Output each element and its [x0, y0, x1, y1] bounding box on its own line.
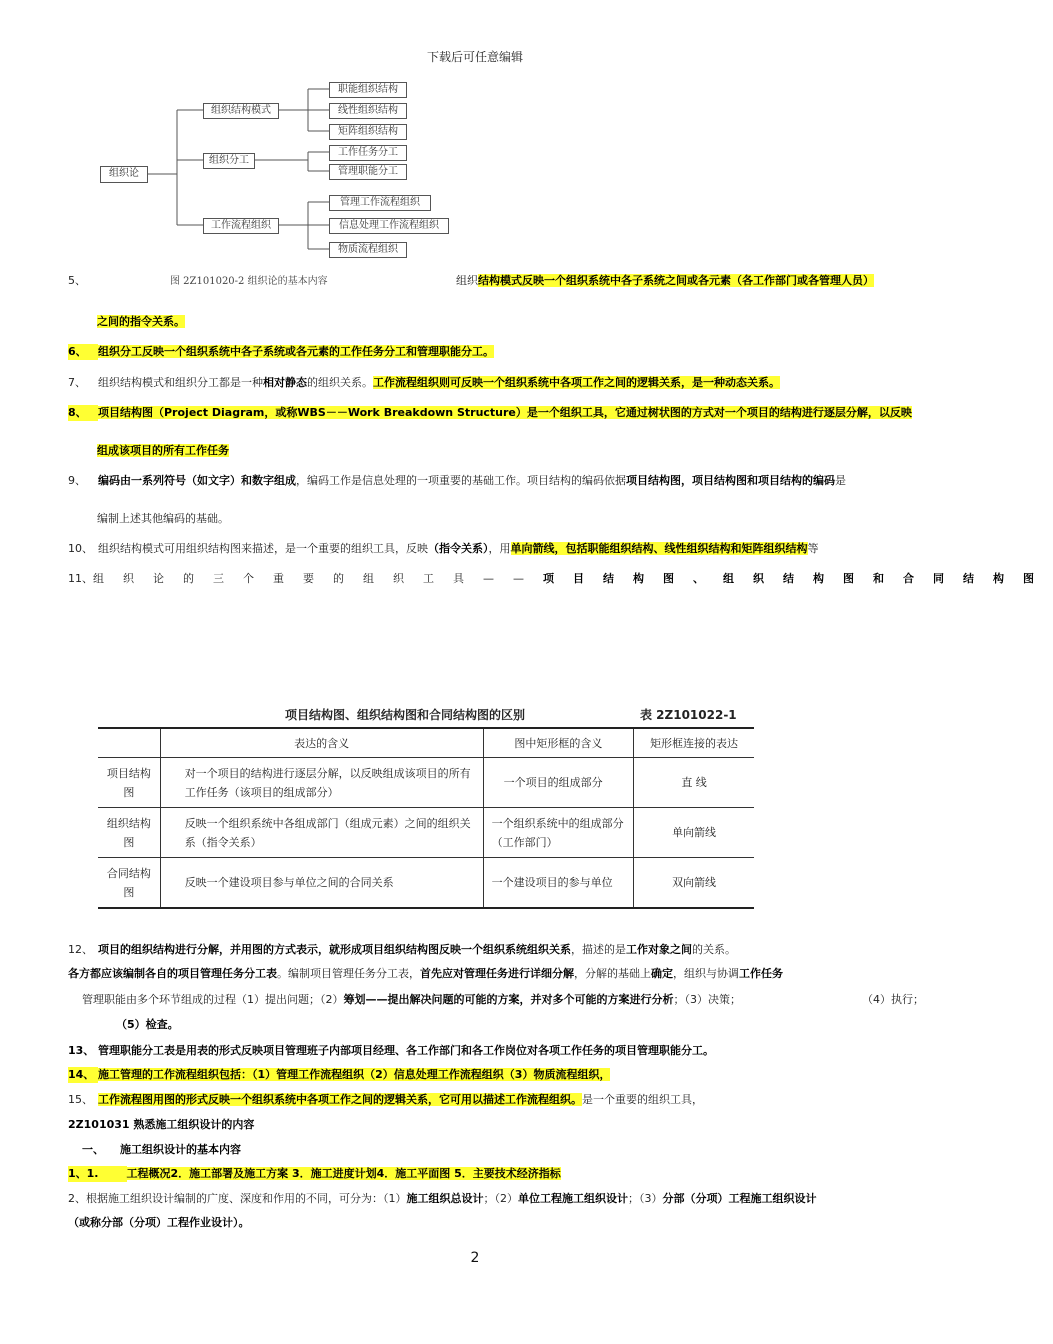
text-run: 的关系。	[692, 943, 736, 956]
item-number: 14、	[68, 1067, 98, 1083]
table-title: 项目结构图、组织结构图和合同结构图的区别	[285, 708, 526, 722]
diagram-leaf: 工作任务分工	[329, 145, 407, 161]
subsection-title: 施工组织设计的基本内容	[120, 1143, 241, 1156]
section-heading: 2Z101031 熟悉施工组织设计的内容	[68, 1118, 255, 1131]
text-run: 是	[835, 474, 846, 487]
table-cell: 一个项目的组成部分	[483, 758, 633, 808]
org-theory-diagram	[95, 78, 465, 273]
item-8-line1	[68, 405, 912, 421]
diagram-root-box: 组织论	[100, 166, 148, 183]
item-12-line2	[68, 966, 783, 982]
diagram-branch-structure: 组织结构模式	[203, 103, 279, 119]
table-row	[98, 858, 754, 909]
page-number: 2	[470, 1250, 480, 1266]
bold-run: 工作任务	[739, 967, 783, 980]
table-header-cell	[98, 728, 160, 758]
item-8-line2	[97, 443, 229, 459]
text-run: ，编码工作是信息处理的一项重要的基础工作。项目结构的编码依据	[296, 474, 626, 487]
bold-run: 相对静态	[263, 376, 307, 389]
item-13	[68, 1043, 714, 1059]
text-run: 等	[807, 542, 819, 555]
item-12-line3	[82, 992, 741, 1008]
item-number: 11、	[68, 572, 93, 585]
text-run: ；（2）	[483, 1192, 518, 1205]
bold-run: 各方都应该编制各自的项目管理任务分工表	[68, 967, 277, 980]
item-number: 8、	[68, 405, 98, 421]
bold-run: 筹划——提出解决问题的可能的方案，并对多个可能的方案进行分析	[343, 993, 674, 1006]
content-item-2	[68, 1191, 817, 1207]
item-14	[68, 1067, 610, 1083]
bold-run: 确定	[651, 967, 673, 980]
table-cell: 对一个项目的结构进行逐层分解，以反映组成该项目的所有工作任务（该项目的组成部分）	[160, 758, 483, 808]
diagram-leaf: 物质流程组织	[329, 242, 407, 258]
item-12	[68, 942, 736, 958]
table-cell: 直 线	[634, 758, 754, 808]
diagram-leaf: 管理职能分工	[329, 164, 407, 180]
table-cell: 组织结构图	[98, 808, 160, 858]
bold-run: 施工组织总设计	[406, 1192, 484, 1205]
comparison-table	[98, 727, 754, 909]
bold-run: 首先应对管理任务进行详细分解	[420, 967, 574, 980]
text-run: ，组织与协调	[673, 967, 739, 980]
diagram-leaf: 矩阵组织结构	[329, 124, 407, 140]
item-number: 7、	[68, 376, 86, 389]
subsection-number: 一、	[82, 1143, 104, 1156]
item-number: 10、	[68, 542, 93, 555]
text-run: 组织结构模式可用组织结构图来描述，是一个重要的组织工具，反映	[98, 542, 428, 555]
item-6	[68, 344, 494, 360]
item-9-line1	[68, 473, 846, 489]
item-5-line1	[456, 273, 874, 289]
table-cell: 单向箭线	[634, 808, 754, 858]
diagram-leaf: 信息处理工作流程组织	[329, 218, 449, 234]
table-header-cell: 矩形框连接的表达	[634, 728, 754, 758]
subsection-heading	[82, 1142, 241, 1158]
bold-run: 管理职能分工表是用表的形式反映项目管理班子内部项目经理、各工作部门和各工作岗位对各项工作任务的项目管理职能分工。	[98, 1044, 714, 1057]
text-run: ；（3）	[628, 1192, 663, 1205]
item-number: 13、	[68, 1044, 95, 1057]
bold-run: 分部（分项）工程施工组织设计	[662, 1192, 817, 1205]
diagram-branch-workflow: 工作流程组织	[203, 218, 279, 234]
item-5-line2	[97, 314, 185, 330]
highlight-run: 工作流程组织则可反映一个组织系统中各项工作之间的逻辑关系，是一种动态关系。	[373, 376, 780, 389]
highlight-run: 施工管理的工作流程组织	[98, 1068, 219, 1081]
text-run: ；（3）决策；	[673, 993, 741, 1006]
item-number: 12、	[68, 943, 93, 956]
highlight-run: 之间的指令关系。	[97, 315, 185, 328]
bold-run: 单位工程施工组织设计	[518, 1192, 628, 1205]
highlight-run: 工作流程图用图的形式反映一个组织系统中各项工作之间的逻辑关系，它可用以描述工作流程组织。	[98, 1093, 582, 1106]
item-11	[68, 571, 1053, 587]
text-run: 管理职能由多个环节组成的过程（1）提出问题；（2）	[82, 993, 344, 1006]
table-cell: 项目结构图	[98, 758, 160, 808]
item-12-line3-end: （4）执行；	[862, 993, 924, 1006]
table-cell: 一个组织系统中的组成部分（工作部门）	[483, 808, 633, 858]
text-run: 2、根据施工组织设计编制的广度、深度和作用的不同，可分为：（1）	[68, 1192, 407, 1205]
highlight-run: 单向箭线，包括职能组织结构、线性组织结构和矩阵组织结构	[510, 542, 808, 555]
text-run: 组织论的三个重要的组织工具——	[93, 572, 543, 585]
page-header: 下载后可任意编辑	[426, 50, 523, 64]
item-number: 5、	[68, 274, 86, 287]
diagram-caption: 图 2Z101020-2 组织论的基本内容	[170, 276, 328, 287]
table-cell: 合同结构图	[98, 858, 160, 909]
table-header-cell: 图中矩形框的含义	[483, 728, 633, 758]
bold-run: 编码由一系列符号（如文字）和数字组成	[98, 474, 296, 487]
text-run: ，分解的基础上	[574, 967, 651, 980]
bold-run: 工作对象之间	[626, 943, 692, 956]
bold-run: 项目结构图、组织结构图和合同结构图	[543, 572, 1053, 585]
highlight-run: 组成该项目的所有工作任务	[97, 444, 229, 457]
highlight-run: 工程概况2．施工部署及施工方案 3．施工进度计划4．施工平面图 5．主要技术经济指标	[126, 1167, 561, 1180]
content-item-2-line2: （或称分部（分项）工程作业设计）。	[68, 1216, 250, 1229]
text-run: 是一个重要的组织工具，	[582, 1093, 703, 1106]
diagram-leaf: 管理工作流程组织	[329, 195, 431, 211]
highlight-run: 结构模式反映一个组织系统中各子系统之间或各元素（各工作部门或各管理人员）	[478, 274, 874, 287]
table-row	[98, 808, 754, 858]
text-run: 。编制项目管理任务分工表，	[277, 967, 420, 980]
table-cell: 双向箭线	[634, 858, 754, 909]
highlight-run: 包括：（1）管理工作流程组织（2）信息处理工作流程组织（3）物质流程组织，	[219, 1068, 611, 1081]
diagram-connectors	[95, 78, 465, 273]
table-cell: 一个建设项目的参与单位	[483, 858, 633, 909]
text-run: 的组织关系。	[307, 376, 373, 389]
text-run: ，描述的是	[571, 943, 626, 956]
diagram-branch-division: 组织分工	[203, 153, 255, 169]
item-15	[68, 1092, 703, 1108]
bold-run: （指令关系）	[428, 542, 489, 555]
highlight-run: 组织分工反映一个组织系统中各子系统或各元素的工作任务分工和管理职能分工。	[98, 345, 494, 358]
table-header-row	[98, 728, 754, 758]
item-10	[68, 541, 819, 557]
bold-run: 项目的组织结构进行分解，并用图的方式表示，就形成项目组织结构图反映一个组织系统组织关系	[98, 943, 571, 956]
highlight-run: 项目结构图（Project Diagram，或称WBS－－Work Breakdown Structure）是一个组织工具，它通过树状图的方式对一个项目的结构进行逐层分解，以反映	[98, 406, 912, 419]
content-item-1	[68, 1166, 561, 1182]
item-number: 1、1.	[68, 1166, 127, 1182]
item-9-line2: 编制上述其他编码的基础。	[97, 512, 229, 525]
text-run: 组织结构模式和组织分工都是一种	[98, 376, 263, 389]
text-run: ，用	[488, 542, 511, 555]
text-run: 组织	[456, 274, 478, 287]
table-cell: 反映一个建设项目参与单位之间的合同关系	[160, 858, 483, 909]
item-number: 15、	[68, 1093, 93, 1106]
table-code: 表 2Z101022-1	[640, 708, 737, 722]
table-header-cell: 表达的含义	[160, 728, 483, 758]
item-7	[68, 375, 780, 391]
item-number: 6、	[68, 344, 98, 360]
diagram-leaf: 线性组织结构	[329, 103, 407, 119]
bold-run: 项目结构图，项目结构图和项目结构的编码	[626, 474, 835, 487]
table-cell: 反映一个组织系统中各组成部门（组成元素）之间的组织关系（指令关系）	[160, 808, 483, 858]
diagram-leaf: 职能组织结构	[329, 82, 407, 98]
item-number: 9、	[68, 474, 86, 487]
item-12-line4: （5）检查。	[116, 1018, 179, 1031]
table-row	[98, 758, 754, 808]
